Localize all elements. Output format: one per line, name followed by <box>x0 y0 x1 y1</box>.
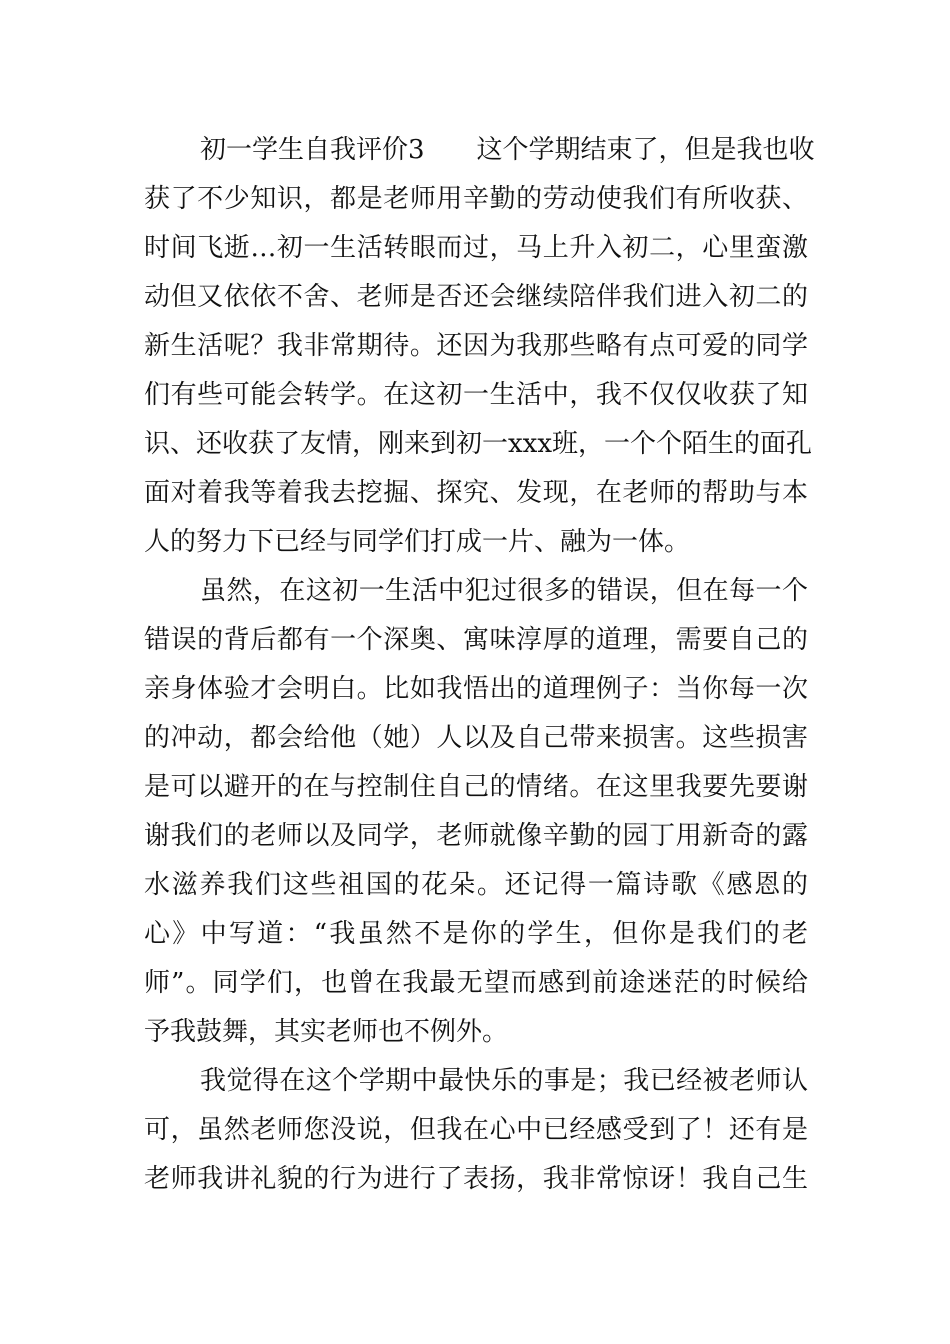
text-line: 是可以避开的在与控制住自己的情绪。在这里我要先要谢 <box>144 772 808 802</box>
text-line: 初一学生自我评价3 这个学期结束了，但是我也收 <box>200 135 815 165</box>
document-body <box>144 126 815 1204</box>
text-line: 予我鼓舞，其实老师也不例外。 <box>144 1017 509 1047</box>
text-line: 水滋养我们这些祖国的花朵。还记得一篇诗歌《感恩的 <box>144 870 808 900</box>
text-line: 面对着我等着我去挖掘、探究、发现，在老师的帮助与本 <box>144 478 808 508</box>
text-line: 时间飞逝…初一生活转眼而过，马上升入初二，心里蛮激 <box>144 233 808 263</box>
text-line: 谢我们的老师以及同学，老师就像辛勤的园丁用新奇的露 <box>144 821 808 851</box>
text-line: 新生活呢？我非常期待。还因为我那些略有点可爱的同学 <box>144 331 808 361</box>
text-line: 师”。同学们，也曾在我最无望而感到前途迷茫的时候给 <box>144 968 808 998</box>
text-line: 识、还收获了友情，刚来到初一xxx班，一个个陌生的面孔 <box>144 429 812 459</box>
text-line: 们有些可能会转学。在这初一生活中，我不仅仅收获了知 <box>144 380 808 410</box>
text-line: 老师我讲礼貌的行为进行了表扬，我非常惊讶！我自己生 <box>144 1164 808 1194</box>
text-line: 心》中写道：“我虽然不是你的学生，但你是我们的老 <box>144 919 808 949</box>
text-line: 人的努力下已经与同学们打成一片、融为一体。 <box>144 527 691 557</box>
text-line: 虽然，在这初一生活中犯过很多的错误，但在每一个 <box>200 576 808 606</box>
paragraph-1 <box>144 126 815 567</box>
text-line: 动但又依依不舍、老师是否还会继续陪伴我们进入初二的 <box>144 282 808 312</box>
paragraph-3 <box>144 1057 808 1204</box>
text-line: 可，虽然老师您没说，但我在心中已经感受到了！还有是 <box>144 1115 808 1145</box>
text-line: 亲身体验才会明白。比如我悟出的道理例子：当你每一次 <box>144 674 808 704</box>
text-line: 获了不少知识，都是老师用辛勤的劳动使我们有所收获、 <box>144 184 808 214</box>
text-line: 我觉得在这个学期中最快乐的事是；我已经被老师认 <box>200 1066 808 1096</box>
text-line: 错误的背后都有一个深奥、寓味淳厚的道理，需要自己的 <box>144 625 808 655</box>
text-line: 的冲动，都会给他（她）人以及自己带来损害。这些损害 <box>144 723 808 753</box>
paragraph-2 <box>144 567 808 1057</box>
